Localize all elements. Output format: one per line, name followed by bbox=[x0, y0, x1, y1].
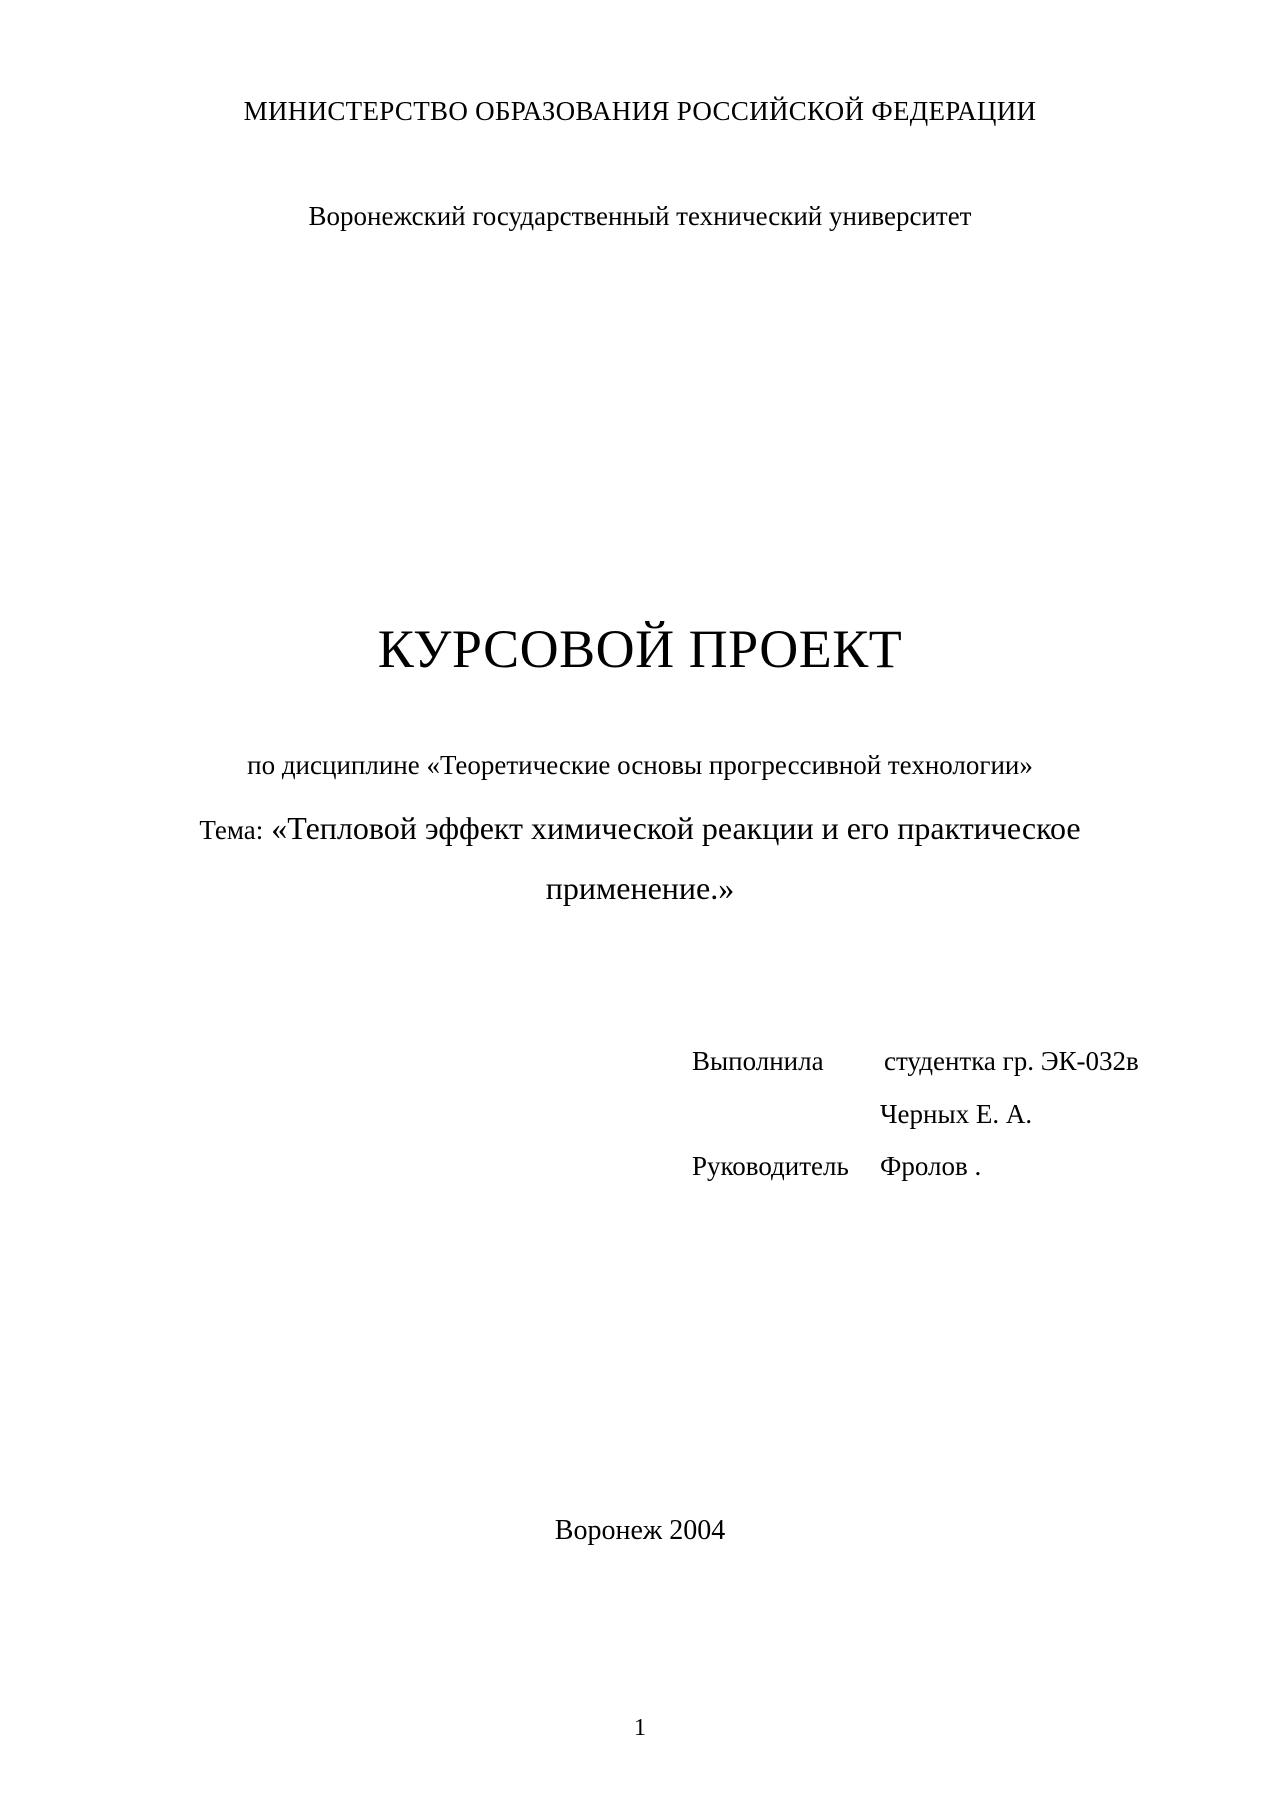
city-year: Воронеж 2004 bbox=[554, 1515, 726, 1546]
topic-line-2: применение.» bbox=[545, 870, 735, 906]
supervisor-label: Руководитель bbox=[692, 1151, 849, 1181]
discipline-line: по дисциплине «Теоретические основы прогрессивной технологии» bbox=[247, 750, 1033, 780]
student-name: Черных Е. А. bbox=[880, 1099, 1033, 1129]
topic-text-1: «Тепловой эффект химической реакции и его практическое bbox=[271, 810, 1081, 846]
performed-label: Выполнила bbox=[692, 1046, 824, 1076]
supervisor-value: Фролов . bbox=[880, 1151, 982, 1181]
topic-line-1 bbox=[0, 810, 1280, 847]
university-name: Воронежский государственный технический университет bbox=[308, 201, 972, 231]
performed-value: студентка гр. ЭК-032в bbox=[884, 1046, 1139, 1076]
document-title: КУРСОВОЙ ПРОЕКТ bbox=[377, 619, 903, 679]
page-number: 1 bbox=[634, 1715, 646, 1741]
ministry-heading: МИНИСТЕРСТВО ОБРАЗОВАНИЯ РОССИЙСКОЙ ФЕДЕРАЦИИ bbox=[243, 96, 1037, 126]
topic-label: Тема: bbox=[199, 815, 264, 845]
